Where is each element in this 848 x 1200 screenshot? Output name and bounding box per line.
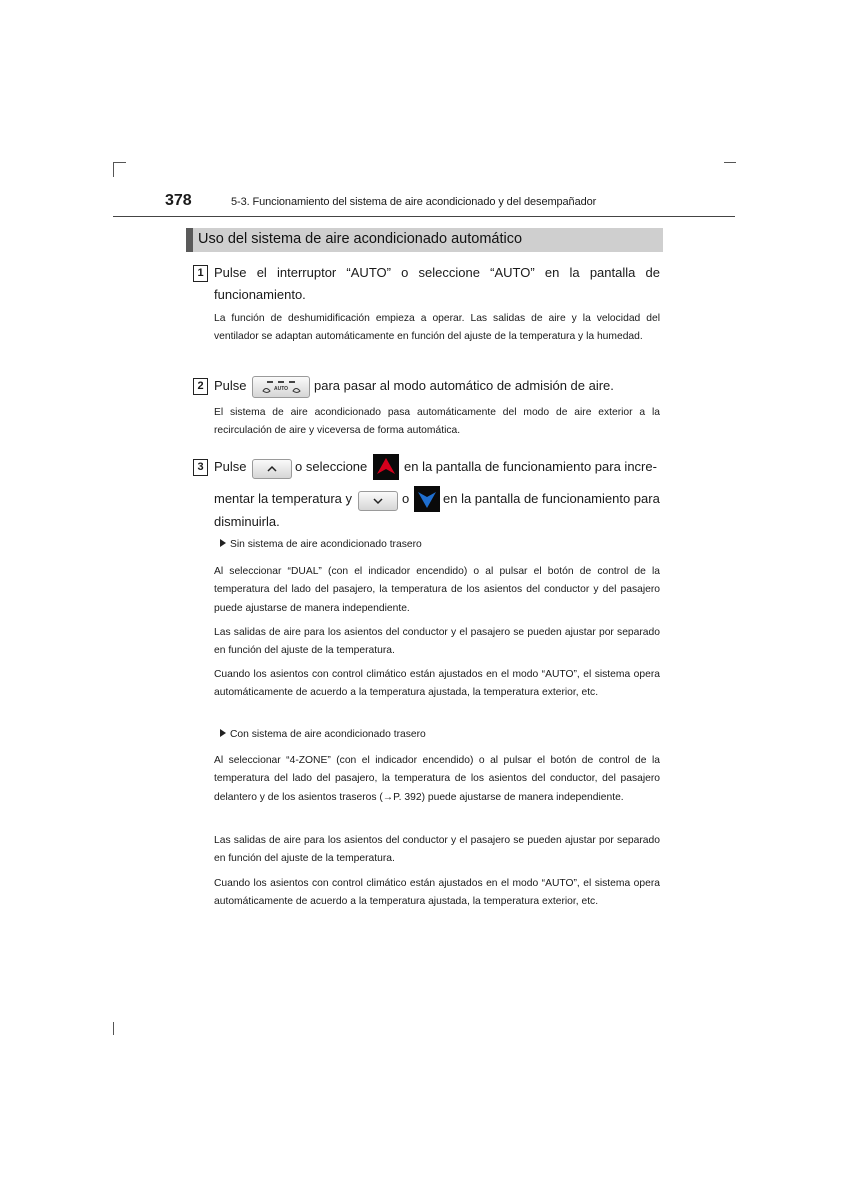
step-3-line1-part1: Pulse xyxy=(214,459,247,474)
air-intake-button-label: AUTO xyxy=(274,386,289,392)
chevron-down-icon xyxy=(359,492,397,510)
chevron-up-icon xyxy=(253,460,291,478)
section-title: Uso del sistema de aire acondicionado automático xyxy=(198,231,523,247)
crop-mark-top-right-h xyxy=(724,162,736,163)
without-rear-paragraph-3: Cuando los asientos con control climático están ajustados en el modo “AUTO”, el sistema opera automáticamente de acuerdo a la temperatura ajustada, la temperatura exterior, etc. xyxy=(214,669,660,699)
with-rear-paragraph-1: Al seleccionar “4-ZONE” (con el indicador encendido) o al pulsar el botón de control de la temperatura del lado del pasajero, la temperatura de los asientos del conductor, del pasajero delantero y de los asientos traseros (→P. 392) puede ajustarse de manera independiente. xyxy=(214,755,660,803)
step-3-line3: disminuirla. xyxy=(214,514,280,529)
without-rear-heading xyxy=(220,539,422,550)
step-1-number: 1 xyxy=(193,265,208,282)
page-number: 378 xyxy=(165,192,192,209)
step-3-line2-part1: mentar la temperatura y xyxy=(214,491,353,506)
without-rear-paragraph-2: Las salidas de aire para los asientos del conductor y el pasajero se pueden ajustar por separado en función del ajuste de la temperatura. xyxy=(214,627,660,657)
screen-temp-down-icon xyxy=(414,486,440,512)
header-divider xyxy=(113,216,735,217)
step-3-line2-part2: o xyxy=(402,491,410,506)
temp-up-button xyxy=(252,459,292,479)
step-2-text-after: para pasar al modo automático de admisión de aire. xyxy=(314,378,614,393)
step-3-number: 3 xyxy=(193,459,208,476)
crop-mark-top-left-h xyxy=(113,162,126,163)
step-3-line2-part3: en la pantalla de funcionamiento para xyxy=(443,491,660,506)
section-title-bar xyxy=(186,228,663,252)
crop-mark-bottom-left-v xyxy=(113,1022,114,1035)
section-accent xyxy=(186,228,193,252)
triangle-bullet-icon xyxy=(220,539,226,547)
step-1-text: Pulse el interruptor “AUTO” o seleccione “AUTO” en la pantalla de funcionamiento. xyxy=(214,265,660,302)
without-rear-heading-text: Sin sistema de aire acondicionado trasero xyxy=(230,539,422,550)
red-up-arrow-icon xyxy=(373,454,399,480)
step-2-text-before: Pulse xyxy=(214,378,247,393)
step-1-note: La función de deshumidificación empieza a operar. Las salidas de aire y la velocidad del ventilador se adaptan automáticamente en función del ajuste de la temperatura y la humedad. xyxy=(214,313,660,343)
with-rear-heading xyxy=(220,729,426,740)
with-rear-paragraph-3: Cuando los asientos con control climático están ajustados en el modo “AUTO”, el sistema opera automáticamente de acuerdo a la temperatura ajustada, la temperatura exterior, etc. xyxy=(214,878,660,908)
with-rear-heading-text: Con sistema de aire acondicionado trasero xyxy=(230,729,426,740)
with-rear-paragraph-2: Las salidas de aire para los asientos del conductor y el pasajero se pueden ajustar por separado en función del ajuste de la temperatura. xyxy=(214,835,660,865)
chapter-heading: 5-3. Funcionamiento del sistema de aire acondicionado y del desempañador xyxy=(231,196,597,208)
triangle-bullet-icon xyxy=(220,729,226,737)
temp-down-button xyxy=(358,491,398,511)
air-intake-auto-button xyxy=(252,376,310,398)
screen-temp-up-icon xyxy=(373,454,399,480)
without-rear-paragraph-1: Al seleccionar “DUAL” (con el indicador encendido) o al pulsar el botón de control de la temperatura del lado del pasajero, la temperatura de los asientos del conductor y del pasajero puede ajustarse de manera independiente. xyxy=(214,566,660,614)
blue-down-arrow-icon xyxy=(414,486,440,512)
step-2-note: El sistema de aire acondicionado pasa automáticamente del modo de aire exterior a la recirculación de aire y viceversa de forma automática. xyxy=(214,407,660,437)
crop-mark-top-left-v xyxy=(113,162,114,177)
step-3-line1-part2: o seleccione xyxy=(295,459,368,474)
step-2-number: 2 xyxy=(193,378,208,395)
step-3-line1-part3: en la pantalla de funcionamiento para incre- xyxy=(404,459,657,474)
